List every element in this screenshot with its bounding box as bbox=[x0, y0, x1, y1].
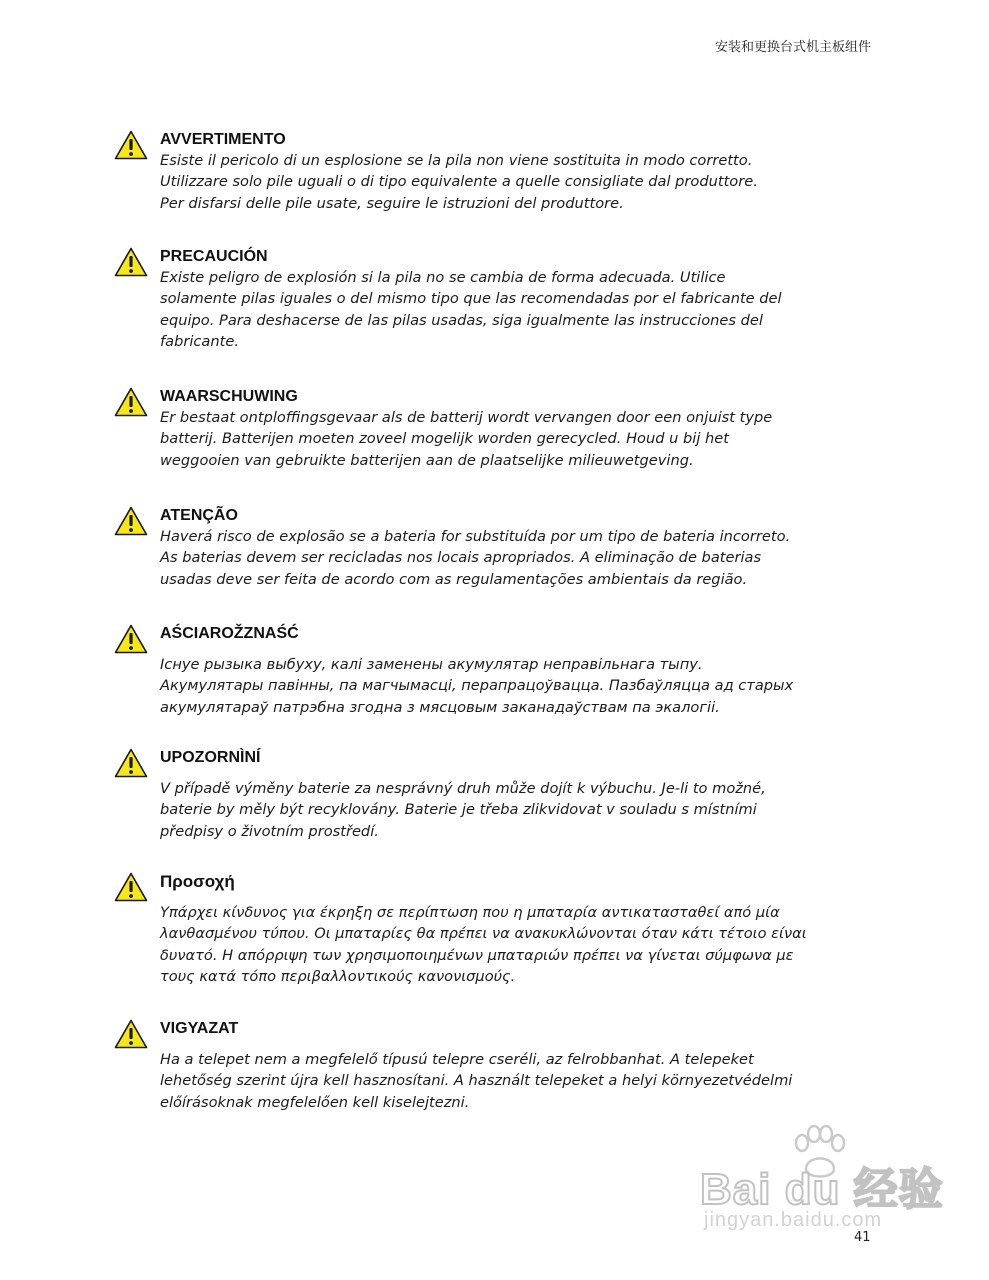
warning-text: Haverá risco de explosão se a bateria for substituída por um tipo de bateria incorreto. As baterias devem ser recicladas nos locais apropriados. A eliminação de baterias usadas deve ser feita de acordo com as regulamentações ambientais da região. bbox=[160, 528, 791, 588]
warning-belarusian bbox=[114, 624, 874, 734]
warning-title: ATENÇÃO bbox=[160, 507, 238, 524]
warning-triangle-icon bbox=[114, 748, 148, 778]
warning-title: AŚCIAROŽZNAŚĆ bbox=[160, 625, 299, 642]
warning-title: WAARSCHUWING bbox=[160, 388, 298, 405]
warning-list bbox=[114, 116, 874, 1129]
watermark-url: jingyan.baidu.com bbox=[704, 1209, 883, 1231]
warning-dutch bbox=[114, 387, 874, 492]
warning-triangle-icon bbox=[114, 872, 148, 902]
warning-text: Er bestaat ontploffingsgevaar als de batterij wordt vervangen door een onjuist type batterij. Batterijen moeten zoveel mogelijk worden gerecycled. Houd u bij het weggooien van gebruikte batterijen aan de plaatselijke milieuwetgeving. bbox=[160, 409, 773, 469]
warning-czech bbox=[114, 748, 874, 858]
warning-text: Ha a telepet nem a megfelelő típusú telepre cseréli, az felrobbanhat. A telepeket lehetőség szerint újra kell hasznosítani. A használt telepeket a helyi környezetvédelmi előírásoknak megfelelően kell kiselejtezni. bbox=[160, 1051, 793, 1111]
warning-title: AVVERTIMENTO bbox=[160, 131, 286, 148]
warning-text: Існуе рызыка выбуху, калі заменены акумулятар неправільнага тыпу. Акумулятары павінны, па магчымасці, перапрацоўвацца. Пазбаўляцца ад старых акумулятараў патрэбна згодна з мясцовым заканадаўствам па экалогіі. bbox=[160, 656, 794, 716]
watermark-brand: Bai du 经验 bbox=[700, 1165, 944, 1214]
warning-text: Esiste il pericolo di un esplosione se la pila non viene sostituita in modo corretto. Utilizzare solo pile uguali o di tipo equivalente a quelle consigliate dal produttore. Per disfarsi delle pile usate, seguire le istruzioni del produttore. bbox=[160, 152, 758, 212]
warning-triangle-icon bbox=[114, 247, 148, 277]
warning-triangle-icon bbox=[114, 387, 148, 417]
warning-portuguese bbox=[114, 506, 874, 610]
warning-triangle-icon bbox=[114, 624, 148, 654]
warning-title: VIGYAZAT bbox=[160, 1020, 239, 1037]
warning-text: Existe peligro de explosión si la pila no se cambia de forma adecuada. Utilice solamente pilas iguales o del mismo tipo que las recomendadas por el fabricante del equipo. Para deshacerse de las pilas usadas, siga igualmente las instrucciones del fabricante. bbox=[160, 269, 782, 351]
warning-greek bbox=[114, 872, 874, 1005]
warning-title: PRECAUCIÓN bbox=[160, 248, 268, 265]
warning-hungarian bbox=[114, 1019, 874, 1129]
warning-text: V případě výměny baterie za nesprávný druh může dojít k výbuchu. Je-li to možné, baterie by měly být recyklovány. Baterie je třeba zlikvidovat v souladu s místními předpisy o životním prostředí. bbox=[160, 780, 766, 840]
page-header: 安装和更换台式机主板组件 bbox=[714, 40, 871, 55]
warning-triangle-icon bbox=[114, 506, 148, 536]
warning-title: UPOZORNÌNÍ bbox=[160, 749, 261, 766]
warning-title: Προσοχή bbox=[160, 872, 235, 891]
baidu-watermark bbox=[700, 1125, 944, 1240]
warning-italian bbox=[114, 130, 874, 233]
warning-text: Υπάρχει κίνδυνος για έκρηξη σε περίπτωση που η μπαταρία αντικατασταθεί από μία λανθασμένου τύπου. Οι μπαταρίες θα πρέπει να ανακυκλώνονται όταν κάτι τέτοιο είναι δυνατό. Η απόρριψη των χρησιμοποιημένων μπαταριών πρέπει να γίνεται σύμφωνα με τους κατά τόπο περιβαλλοντικούς κανονισμούς. bbox=[160, 904, 807, 986]
page-number: 41 bbox=[854, 1230, 871, 1245]
warning-triangle-icon bbox=[114, 130, 148, 160]
warning-triangle-icon bbox=[114, 1019, 148, 1049]
warning-spanish bbox=[114, 247, 874, 373]
